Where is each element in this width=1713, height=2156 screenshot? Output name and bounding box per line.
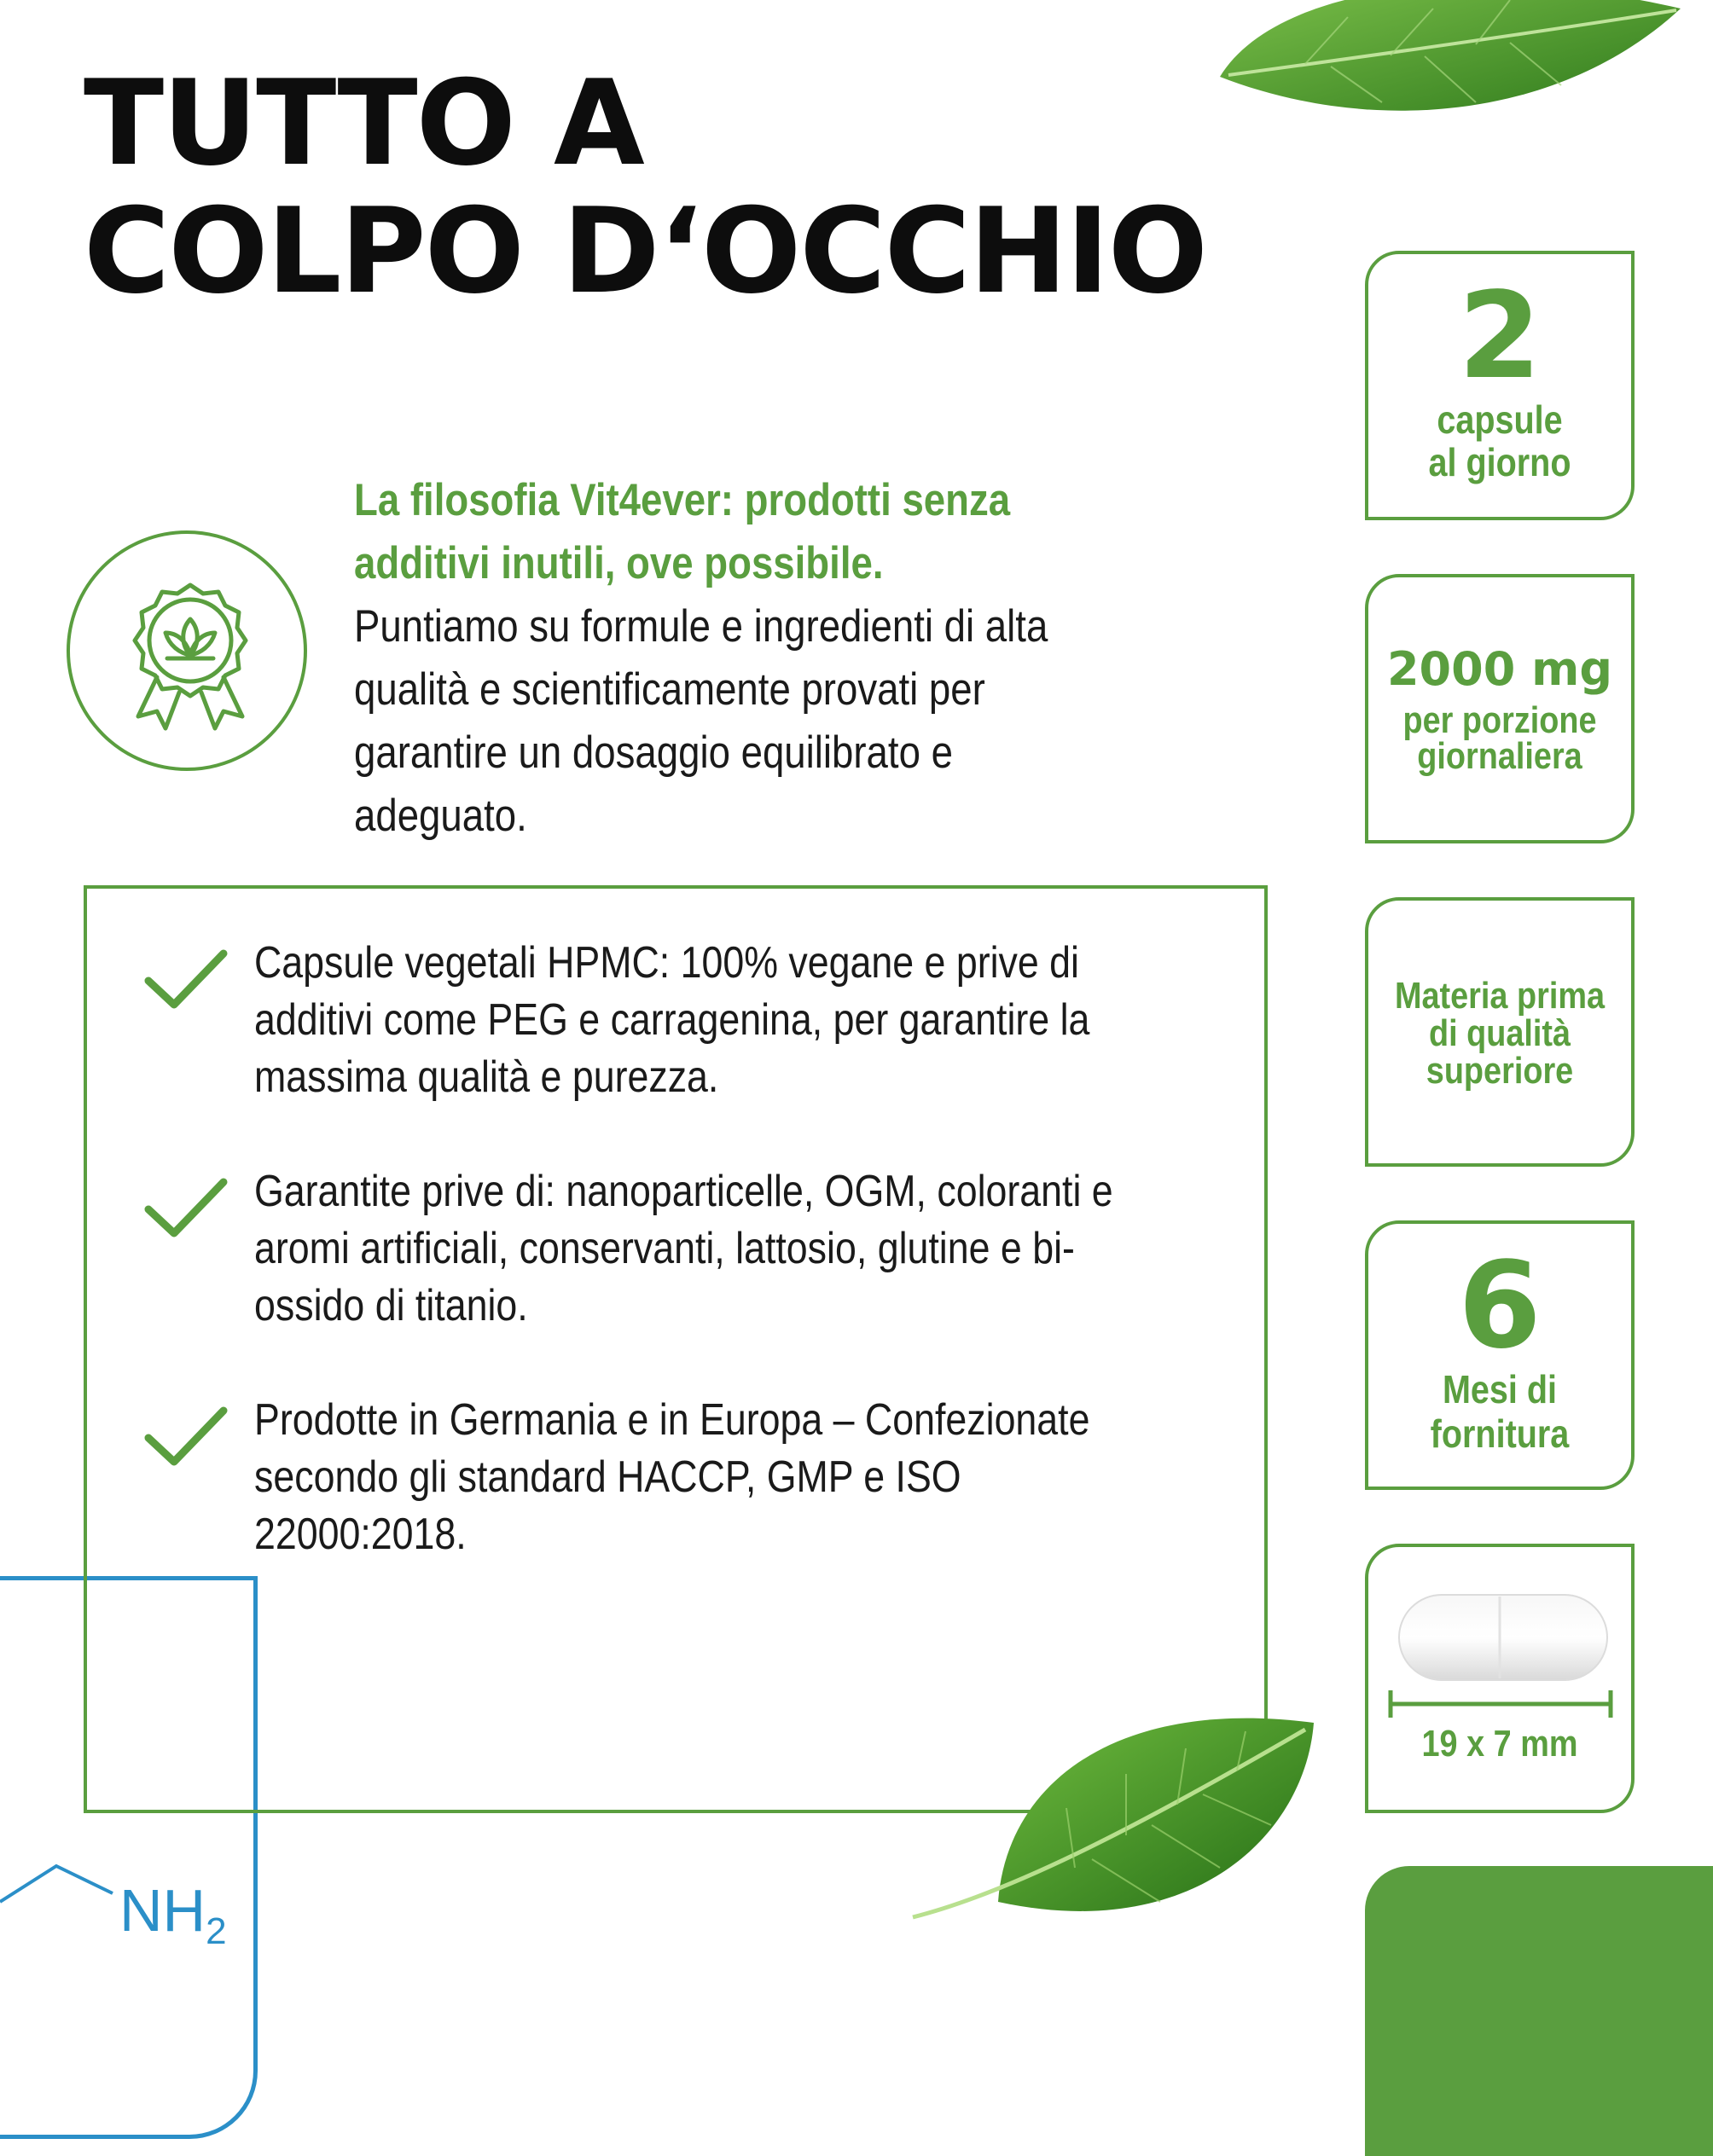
capsules-count: 2 (1458, 267, 1542, 406)
certificate-badge-icon (67, 530, 307, 771)
nh2-formula-subscript: 2 (206, 1910, 227, 1952)
supply-months: 6 (1458, 1237, 1542, 1376)
supply-label-1: Mesi di (1442, 1367, 1558, 1411)
capsules-label-1: capsule (1437, 397, 1563, 442)
dose-label-1: per porzione (1402, 699, 1597, 741)
title-line-2: COLPO D‘OCCHIO (84, 183, 1207, 320)
title-line-1: TUTTO A (84, 55, 643, 192)
feature-item (143, 1163, 1227, 1334)
feature-text: Capsule vegetali HPMC: 100% vegane e prive di additivi come PEG e carragenina, per garantire la massima qualità e purezza. (254, 938, 1090, 1102)
feature-text: Garantite prive di: nanoparticelle, OGM, coloranti e aromi artificiali, conservanti, lattosio, glutine e bi-ossido di titanio. (254, 1167, 1113, 1330)
green-decor-block (1365, 1866, 1713, 2156)
intro-body: Puntiamo su formule e ingredienti di alta qualità e scientificamente provati per garantire un dosaggio equilibrato e adeguato. (354, 601, 1048, 841)
leaf-top-image (1203, 0, 1713, 145)
page-title (84, 55, 1207, 320)
molecule-bond-icon (0, 1859, 119, 1910)
quality-label-3: superiore (1426, 1050, 1574, 1092)
check-icon (143, 1402, 229, 1470)
card-dose (1365, 574, 1635, 843)
intro-paragraph (354, 469, 1073, 848)
quality-label-2: di qualità (1428, 1012, 1571, 1054)
card-supply (1365, 1220, 1635, 1490)
card-capsules-per-day (1365, 251, 1635, 520)
feature-item (143, 935, 1227, 1105)
dose-label-2: giornaliera (1417, 735, 1582, 777)
capsules-label-2: al giorno (1428, 440, 1571, 484)
dose-value: 2000 mg (1386, 642, 1612, 696)
leaf-bottom-image (904, 1689, 1331, 1962)
intro-headline: La filosofia Vit4ever: prodotti senza additivi inutili, ove possibile. (354, 475, 1011, 588)
check-icon (143, 945, 229, 1013)
card-quality (1365, 897, 1635, 1167)
feature-text: Prodotte in Germania e in Europa – Confezionate secondo gli standard HACCP, GMP e ISO 22000:2018. (254, 1395, 1090, 1559)
capsule-icon (1387, 1591, 1616, 1719)
capsule-size-label: 19 x 7 mm (1421, 1723, 1578, 1765)
quality-label-1: Materia prima (1394, 975, 1606, 1017)
nh2-formula-main: NH (119, 1877, 206, 1944)
nh2-formula (119, 1876, 227, 1953)
supply-label-2: fornitura (1430, 1411, 1570, 1456)
card-capsule-size (1365, 1544, 1635, 1813)
check-icon (143, 1174, 229, 1242)
feature-item (143, 1392, 1227, 1562)
